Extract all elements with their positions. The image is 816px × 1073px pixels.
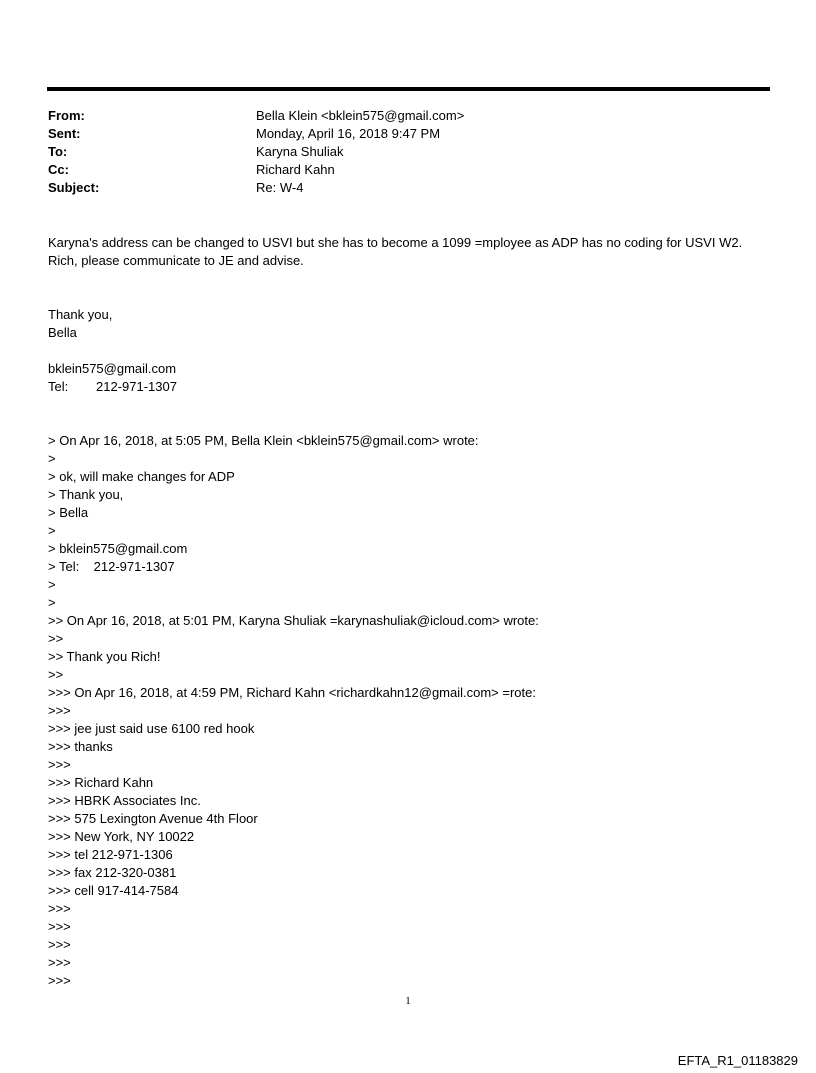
sent-label: Sent:: [48, 126, 81, 141]
header-to-row: [48, 143, 748, 161]
body-paragraph-line: Rich, please communicate to JE and advise.: [48, 253, 304, 268]
quoted-line: >>>: [48, 703, 71, 718]
quoted-line: >>> jee just said use 6100 red hook: [48, 721, 255, 736]
document-id: EFTA_R1_01183829: [677, 1053, 798, 1068]
sent-value: Monday, April 16, 2018 9:47 PM: [256, 126, 441, 141]
tel-value: 212-971-1307: [96, 379, 177, 394]
tel-label: Tel:: [48, 379, 69, 394]
quoted-line: > Tel: 212-971-1307: [48, 559, 175, 574]
spacer: [48, 396, 778, 414]
subject-label: Subject:: [48, 180, 100, 195]
to-label: To:: [48, 144, 68, 159]
email-body: [48, 234, 778, 990]
quoted-line: >>>: [48, 919, 71, 934]
quoted-line: >>> Richard Kahn: [48, 775, 154, 790]
quoted-line: >>>: [48, 901, 71, 916]
quoted-line: >> On Apr 16, 2018, at 5:01 PM, Karyna Shuliak =karynashuliak@icloud.com> wrote:: [48, 613, 539, 628]
signature-email: bklein575@gmail.com: [48, 361, 177, 376]
quoted-thread: [48, 432, 778, 990]
page-number: 1: [405, 995, 411, 1007]
header-sent-row: [48, 125, 748, 143]
quoted-line: > ok, will make changes for ADP: [48, 469, 235, 484]
quoted-line: >> Thank you Rich!: [48, 649, 161, 664]
spacer: [48, 414, 778, 432]
signature-tel: [48, 378, 778, 396]
header-subject-row: [48, 179, 748, 197]
quoted-line: >: [48, 595, 56, 610]
cc-label: Cc:: [48, 162, 69, 177]
quoted-line: > Thank you,: [48, 487, 124, 502]
quoted-line: >: [48, 523, 56, 538]
header-cc-row: [48, 161, 748, 179]
subject-value: Re: W-4: [256, 180, 304, 195]
quoted-line: >>: [48, 667, 64, 682]
quoted-line: >: [48, 451, 56, 466]
from-value: Bella Klein <bklein575@gmail.com>: [256, 108, 465, 123]
spacer: [48, 270, 778, 288]
quoted-line: >>> HBRK Associates Inc.: [48, 793, 201, 808]
quoted-line: > Bella: [48, 505, 89, 520]
quoted-line: >>>: [48, 973, 71, 988]
quoted-line: >>> cell 917-414-7584: [48, 883, 179, 898]
quoted-line: >>: [48, 631, 64, 646]
quoted-line: > bklein575@gmail.com: [48, 541, 188, 556]
quoted-line: >>> On Apr 16, 2018, at 4:59 PM, Richard Kahn <richardkahn12@gmail.com> =rote:: [48, 685, 536, 700]
spacer: [48, 288, 778, 306]
spacer: [48, 342, 778, 360]
quoted-line: >>>: [48, 937, 71, 952]
from-label: From:: [48, 108, 85, 123]
header-from-row: [48, 107, 748, 125]
body-paragraph-line: Karyna's address can be changed to USVI but she has to become a 1099 =mployee as ADP has no coding for USVI W2.: [48, 235, 743, 250]
to-value: Karyna Shuliak: [256, 144, 344, 159]
quoted-line: >>> 575 Lexington Avenue 4th Floor: [48, 811, 258, 826]
quoted-line: > On Apr 16, 2018, at 5:05 PM, Bella Klein <bklein575@gmail.com> wrote:: [48, 433, 479, 448]
quoted-line: >>> tel 212-971-1306: [48, 847, 173, 862]
email-header: [48, 107, 748, 197]
quoted-line: >>>: [48, 955, 71, 970]
quoted-line: >>> fax 212-320-0381: [48, 865, 177, 880]
signature-name: Bella: [48, 325, 77, 340]
header-divider: [47, 87, 770, 91]
closing-line: Thank you,: [48, 307, 113, 322]
quoted-line: >>> thanks: [48, 739, 113, 754]
quoted-line: >>>: [48, 757, 71, 772]
cc-value: Richard Kahn: [256, 162, 335, 177]
quoted-line: >>> New York, NY 10022: [48, 829, 195, 844]
quoted-line: >: [48, 577, 56, 592]
